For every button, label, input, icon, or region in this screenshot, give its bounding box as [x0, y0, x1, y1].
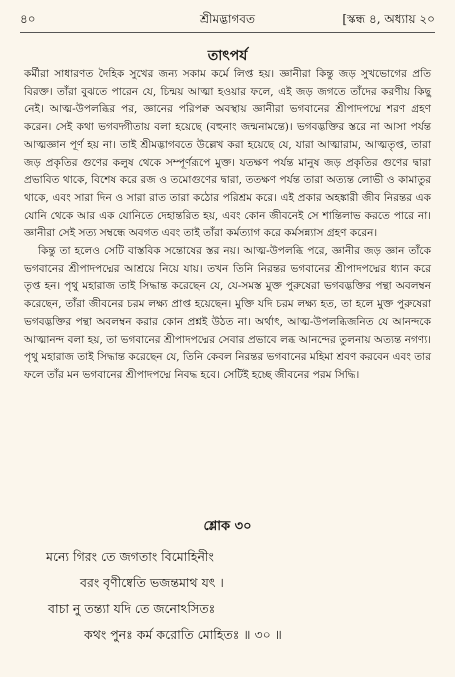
sanskrit-verse — [30, 544, 431, 648]
page-header — [20, 8, 435, 30]
verse-line-3: বাচা নু তন্ত্যা যদি তে জনোঽসিতঃ — [48, 601, 216, 616]
verse-line-1: মন্যে গিরং তে জগতাং বিমোহিনীং — [46, 549, 214, 564]
chapter-reference: [স্কন্ধ ৪, অধ্যায় ২০ — [342, 12, 435, 26]
verse-heading: শ্লোক ৩০ — [203, 519, 252, 534]
header-rule — [20, 32, 435, 33]
verse-line-4: কথং পুনঃ কর্ম করোতি মোহিতঃ ॥ ৩০ ॥ — [84, 627, 282, 642]
section-heading: তাৎপর্য — [207, 48, 248, 64]
purport-body — [24, 66, 431, 385]
page-number: ৪০ — [20, 12, 36, 26]
purport-paragraph-2: কিন্তু তা হলেও সেটি বাস্তবিক সন্তোষের স্তর নয়। আত্ম-উপলব্ধি পরে, জ্ঞানীর জড় জ্ঞান তাঁকে ভগবানের শ্রীপাদপদ্মের আশ্রয়ে নিয়ে যায়। তখন তিনি নিরন্তর ভগবানের শ্রীপাদপদ্মের ধ্যান করে তৃপ্ত হন। পৃথু মহারাজ তাই সিদ্ধান্ত করেছেন যে, যে-সমস্ত মুক্ত পুরুষেরা ভগবদ্ভক্তির পন্থা অবলম্বন করেছেন, তাঁরা জীবনের চরম লক্ষ্য প্রাপ্ত হয়েছেন। মুক্তি যদি চরম লক্ষ্য হত, তা হলে মুক্ত পুরুষেরা ভগবদ্ভক্তির পন্থা অবলম্বন করার কোন প্রশ্নই উঠত না। অর্থাৎ, আত্ম-উপলব্ধিজনিত যে আনন্দকে আত্মানন্দ বলা হয়, তা ভগবানের শ্রীপাদপদ্মের সেবার প্রভাবে লব্ধ আনন্দের তুলনায় অত্যন্ত নগণ্য। পৃথু মহারাজ তাই সিদ্ধান্ত করেছেন যে, তিনি কেবল নিরন্তর ভগবানের মহিমা শ্রবণ করবেন এবং তার ফলে তাঁর মন ভগবানের শ্রীপাদপদ্মে নিবদ্ধ হবে। সেটিই হচ্ছে জীবনের পরম সিদ্ধি। — [24, 245, 431, 381]
verse-line-2: বরং বৃণীষ্বেতি ভজন্তমাথ যৎ । — [80, 575, 224, 590]
running-title: শ্রীমদ্ভাগবত — [199, 12, 255, 26]
purport-paragraph-1: কর্মীরা সাধারণত দৈহিক সুখের জন্য সকাম কর্মে লিপ্ত হয়। জ্ঞানীরা কিন্তু জড় সুখভোগের প্রতি বিরক্ত। তাঁরা বুঝতে পারেন যে, চিন্ময় আত্মা হওয়ার ফলে, এই জড় জগতে তাঁদের করণীয় কিছু নেই। আত্ম-উপলব্ধির পর, জ্ঞানের পরিপক্ব অবস্থায় জ্ঞানীরা ভগবানের শ্রীপাদপদ্মে শরণ গ্রহণ করেন। সেই কথা ভগবদ্গীতায় বলা হয়েছে (বহুনাং জন্মনামন্তে)। ভগবদ্ভক্তির স্তরে না আসা পর্যন্ত আত্মজ্ঞান পূর্ণ হয় না। তাই শ্রীমদ্ভাগবতে উল্লেখ করা হয়েছে যে, যারা আত্মারাম, আত্মতৃপ্ত, তারা জড় প্রকৃতির গুণের কলুষ থেকে সম্পূর্ণরূপে মুক্ত। যতক্ষণ পর্যন্ত মানুষ জড় প্রকৃতির গুণের দ্বারা প্রভাবিত থাকে, বিশেষ করে রজ ও তমোগুণের দ্বারা, ততক্ষণ পর্যন্ত তারা অত্যন্ত লোভী ও কামাতুর থাকে, এবং সারা দিন ও সারা রাত তারা কঠোর পরিশ্রম করে। এই প্রকার অহঙ্কারী জীব নিরন্তর এক যোনি থেকে আর এক যোনিতে দেহান্তরিত হয়, এবং কোন জীবনেই সে শান্তিলাভ করতে পারে না। জ্ঞানীরা সেই সত্য সম্বন্ধে অবগত এবং তাই তাঁরা কর্মত্যাগ করে কর্মসন্ন্যাস গ্রহণ করেন। — [24, 68, 431, 240]
